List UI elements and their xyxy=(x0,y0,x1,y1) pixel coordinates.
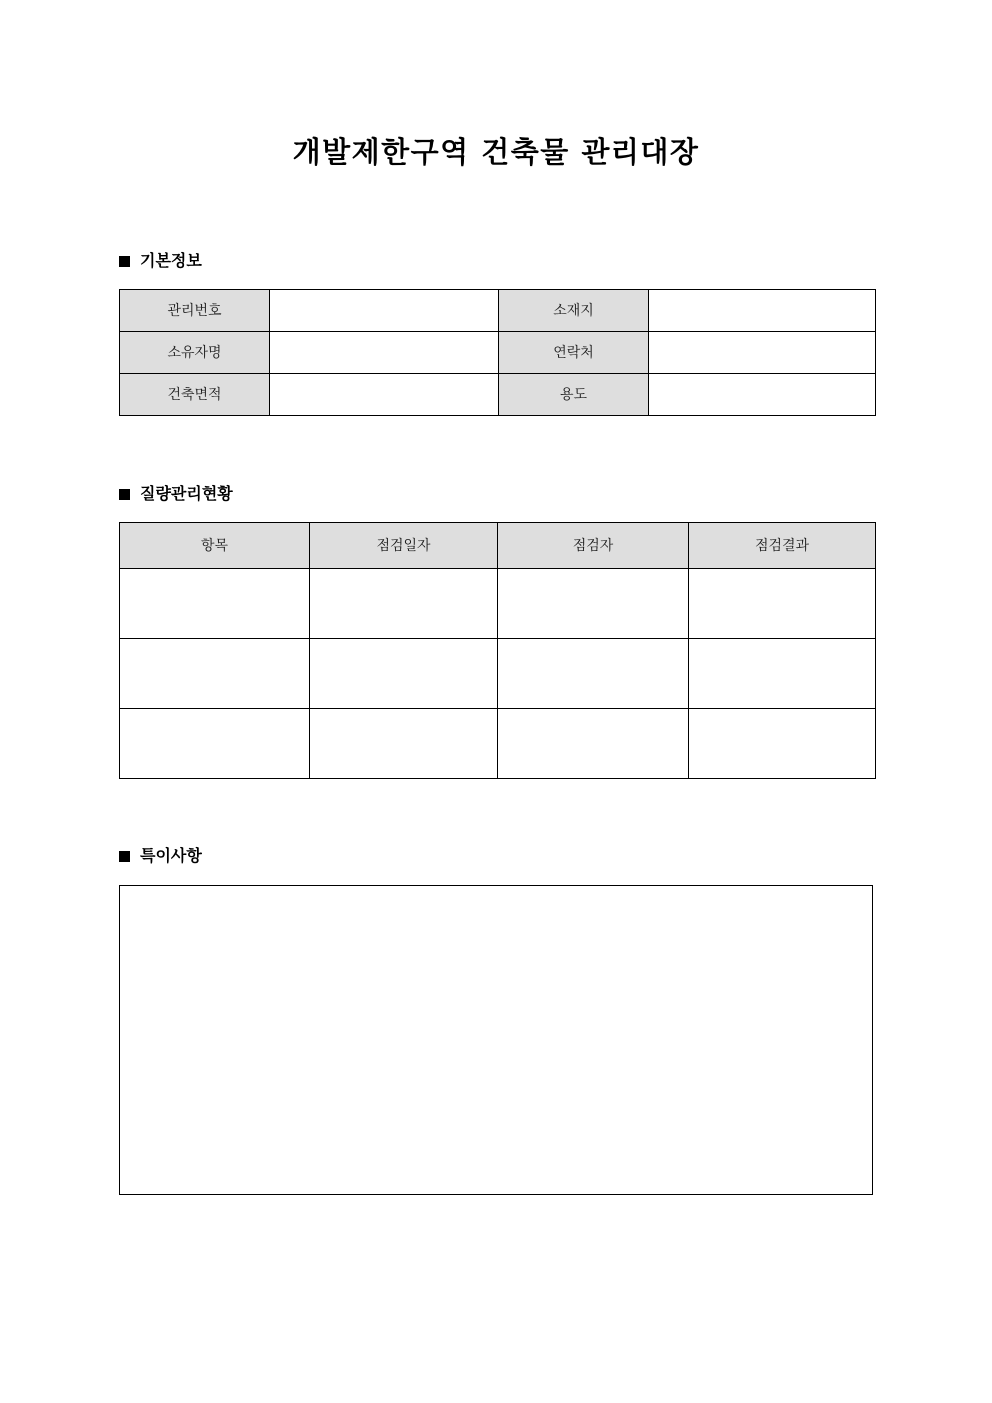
field-value-location[interactable] xyxy=(649,290,876,332)
cell-inspection-result[interactable] xyxy=(689,709,876,779)
field-value-building-area[interactable] xyxy=(270,374,499,416)
field-label-building-area: 건축면적 xyxy=(120,374,270,416)
cell-inspection-date[interactable] xyxy=(310,639,498,709)
field-value-usage[interactable] xyxy=(649,374,876,416)
table-row xyxy=(120,709,876,779)
cell-inspector[interactable] xyxy=(498,709,689,779)
column-header-inspector: 점검자 xyxy=(498,523,689,569)
column-header-inspection-date: 점검일자 xyxy=(310,523,498,569)
column-header-item: 항목 xyxy=(120,523,310,569)
field-value-management-number[interactable] xyxy=(270,290,499,332)
column-header-inspection-result: 점검결과 xyxy=(689,523,876,569)
field-label-management-number: 관리번호 xyxy=(120,290,270,332)
field-label-location: 소재지 xyxy=(499,290,649,332)
field-value-owner-name[interactable] xyxy=(270,332,499,374)
field-label-owner-name: 소유자명 xyxy=(120,332,270,374)
basic-info-table xyxy=(119,289,876,416)
cell-inspection-date[interactable] xyxy=(310,709,498,779)
table-row xyxy=(120,569,876,639)
field-label-contact: 연락처 xyxy=(499,332,649,374)
table-row xyxy=(120,639,876,709)
table-header-row xyxy=(120,523,876,569)
quality-management-table xyxy=(119,522,876,779)
special-notes-box[interactable] xyxy=(119,885,873,1195)
section-heading-label: 질량관리현황 xyxy=(140,484,233,503)
section-heading-special-notes xyxy=(119,845,202,867)
cell-inspector[interactable] xyxy=(498,569,689,639)
field-value-contact[interactable] xyxy=(649,332,876,374)
square-bullet-icon xyxy=(119,489,130,500)
page-title: 개발제한구역 건축물 관리대장 xyxy=(292,135,700,169)
cell-item[interactable] xyxy=(120,709,310,779)
section-heading-quality-management xyxy=(119,483,233,505)
table-row xyxy=(120,332,876,374)
field-label-usage: 용도 xyxy=(499,374,649,416)
cell-inspection-date[interactable] xyxy=(310,569,498,639)
section-heading-basic-info xyxy=(119,250,202,272)
table-row xyxy=(120,290,876,332)
cell-item[interactable] xyxy=(120,639,310,709)
section-heading-label: 기본정보 xyxy=(140,251,202,270)
square-bullet-icon xyxy=(119,851,130,862)
cell-inspection-result[interactable] xyxy=(689,639,876,709)
cell-item[interactable] xyxy=(120,569,310,639)
cell-inspection-result[interactable] xyxy=(689,569,876,639)
square-bullet-icon xyxy=(119,256,130,267)
cell-inspector[interactable] xyxy=(498,639,689,709)
section-heading-label: 특이사항 xyxy=(140,846,202,865)
special-notes-text xyxy=(120,886,872,906)
table-row xyxy=(120,374,876,416)
